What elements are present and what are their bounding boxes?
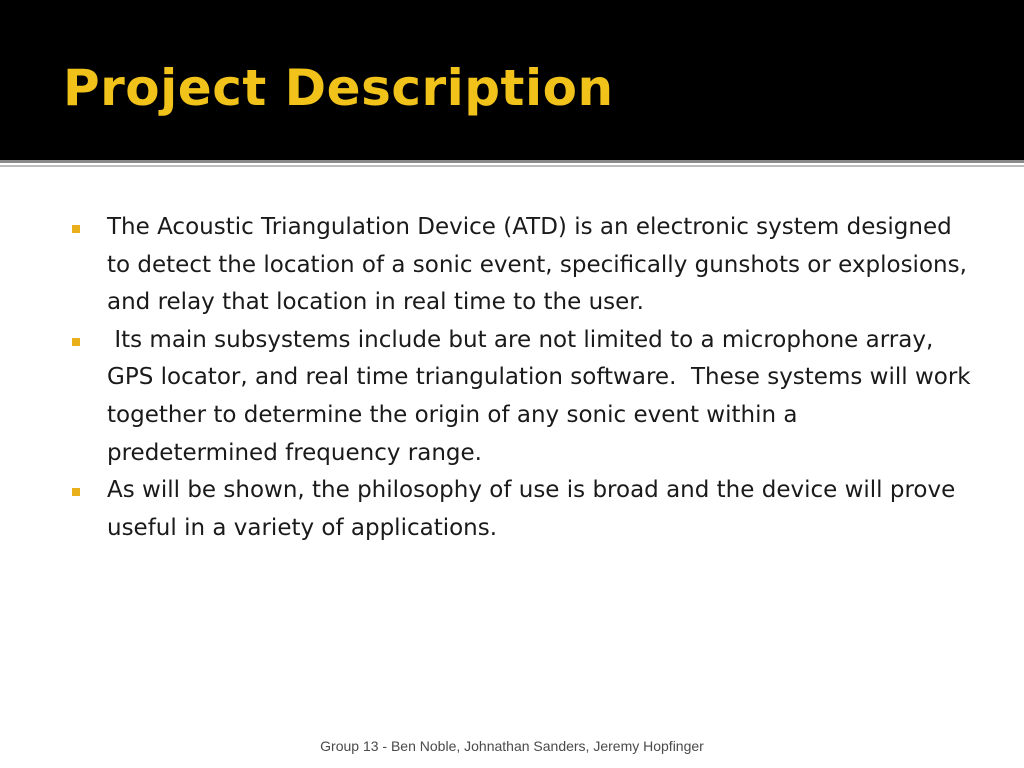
- bullet-text: Its main subsystems include but are not limited to a microphone array, GPS locator, and real time triangulation software. These systems will work together to determine the origin of any sonic event within a predetermined frequency range.: [107, 326, 978, 466]
- slide-title: Project Description: [63, 59, 614, 117]
- divider-line-secondary: [0, 165, 1024, 167]
- square-bullet-icon: [72, 225, 80, 233]
- square-bullet-icon: [72, 338, 80, 346]
- bullet-text: The Acoustic Triangulation Device (ATD) is an electronic system designed to detect the location of a sonic event, specifically gunshots or explosions, and relay that location in real time to the user.: [107, 214, 975, 316]
- bullet-text: As will be shown, the philosophy of use is broad and the device will prove useful in a variety of applications.: [107, 477, 963, 541]
- bullet-list: [0, 209, 1024, 547]
- bullet-item: [0, 322, 1024, 472]
- title-bar: [0, 0, 1024, 160]
- divider-line: [0, 160, 1024, 163]
- bullet-item: [0, 209, 1024, 322]
- bullet-item: [0, 472, 1024, 547]
- square-bullet-icon: [72, 488, 80, 496]
- slide-footer: Group 13 - Ben Noble, Johnathan Sanders, Jeremy Hopfinger: [320, 738, 704, 754]
